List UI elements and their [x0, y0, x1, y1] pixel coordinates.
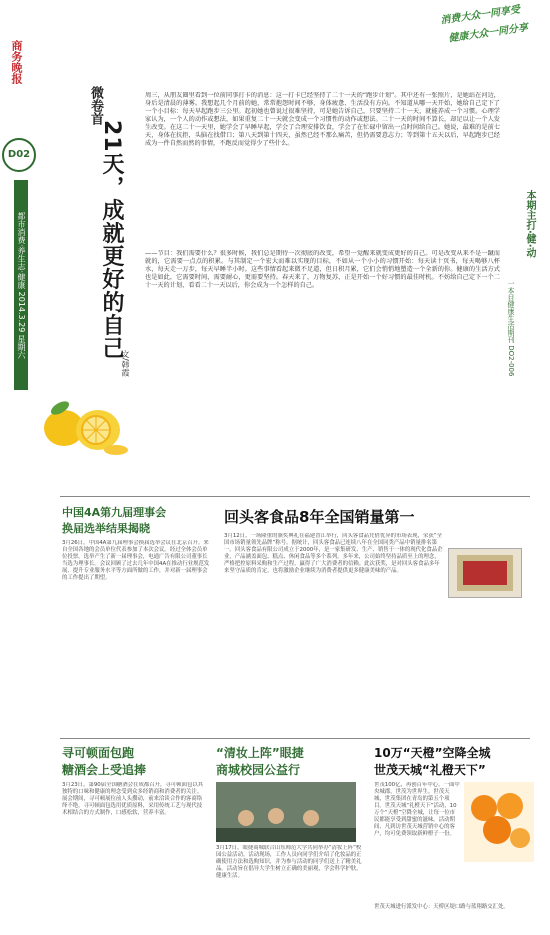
lemon-illustration: [36, 380, 136, 460]
article-bread: [62, 744, 207, 924]
right-tag-2: 一本目健康生活期刊 DO2-006: [507, 280, 515, 377]
article-campus: [216, 744, 366, 924]
article-oranges-title-1: 10万“天橙”空降全城: [374, 746, 491, 760]
slogan-top: 消费大众一同享受: [439, 4, 521, 27]
byline: 文/韩霞: [121, 350, 130, 377]
article-4a-title-1: 中国4A第九届理事会: [62, 506, 167, 519]
article-bread-body: 3月23日，第90届全国糖酒会在成都召开，寻可顿面包以其独特的口味和健康的理念受到众多经销商和消费者的关注。展会期间，寻可顿展位前人头攒动，前来洽谈合作的客商络绎不绝。寻可顿面包选用优质原料，采用传统工艺与现代技术相结合的方式制作，口感松软，营养丰富。: [62, 782, 204, 816]
oranges-caption: 世茂天城进行派发中心：天桥区堤口路与蓝翔路交汇处。: [374, 904, 509, 910]
oranges-photo: [464, 782, 534, 862]
section-label: D02: [7, 149, 31, 160]
campus-photo: [216, 782, 356, 842]
feature-body-2: ——节目：我们需要什么？很多时候，我们总是期待一次彻底的改变，希望一觉醒来就变成更好的自己。可是改变从来不是一蹴而就的，它需要一点点的积累。与其制定一个宏大而难以实现的目标，不如从一个小小的习惯开始：每天读十页书，每天喝够八杯水，每天走一万步，每天早睡半小时。这些事情看起来微不足道，但日积月累，它们会悄悄地塑造一个全新的你。健康的生活方式也是如此，它需要时间，需要耐心，更需要坚持。春天来了，万物复苏，正是开始一个好习惯的最佳时机。不妨给自己定下一个二十一天的计划，看看二十一天以后，你会成为一个怎样的自己。: [145, 250, 500, 289]
article-huitouke: [224, 506, 524, 734]
side-logo: 商务晚报: [10, 40, 23, 84]
left-section-strip: [14, 180, 28, 390]
feature-divider: [60, 496, 530, 497]
article-oranges: [374, 744, 534, 926]
article-bread-title-1: 寻可顿面包跑: [62, 746, 135, 760]
article-huitouke-body: 3月12日，一场隆重的颁奖典礼在福建晋江举行，回头客食品凭借优异的市场表现，荣获“全国市场销量领先品牌”称号。据统计，回头客食品已连续八年在全国同类产品中销量排名第一。回头客食品有限公司成立于2000年，是一家集研发、生产、销售于一体的现代化食品企业，产品涵盖面包、糕点、休闲食品等多个系列。多年来，公司始终坚持品质至上的理念，严格把控原料采购和生产过程，赢得了广大消费者的信赖。此次获奖，是对回头客食品多年来坚守品质的肯定，也将激励企业继续为消费者提供更多健康美味的产品。: [224, 533, 443, 574]
article-bread-title-2: 糖酒会上受追捧: [62, 763, 147, 777]
strip-text: 都市消费·养生志·健康 2014.3.29 星期六: [17, 211, 26, 359]
article-oranges-title-2: 世茂天城“礼橙天下”: [374, 763, 486, 777]
article-4a: [62, 504, 210, 734]
author-column: 微卷首: [88, 86, 103, 125]
article-campus-body: 3月17日，眼捷商城联合山东师范大学共同举办“清妆上阵”校园公益活动。活动现场，工作人员向同学们介绍了化妆品的正确使用方法和选购知识，并为参与活动的同学们送上了精美礼品。活动旨在倡导大学生树立正确的美丽观，学会科学护肤，健康生活。: [216, 845, 362, 879]
award-photo: [448, 548, 522, 598]
section-badge: [2, 138, 36, 172]
article-huitouke-title: 回头客食品8年全国销量第一: [224, 508, 415, 526]
article-campus-title-1: “清妆上阵”眼捷: [216, 746, 304, 760]
right-tag: 本期主打·健·动: [524, 190, 535, 258]
mid-divider: [60, 738, 530, 739]
article-oranges-body: 世茂100亿，再创百年中心。一面中央城郡，世茂为世界生。世茂天城，世茂集团在青岛的第五个项目。世茂天城“礼橙天下”活动，10万个“天橙”空降全城，让每一位市民都能享受到甜蜜的滋味。活动期间，凡到访世茂天城营销中心的客户，均可免费领取新鲜橙子一份。: [374, 782, 460, 837]
article-campus-title-2: 商城校园公益行: [216, 763, 301, 777]
article-4a-body: 3月26日，中国4A第九届理事会换届选举会议在北京召开。来自全国各地的会员单位代表参加了本次会议。经过全体会员单位投票，选举产生了新一届理事会，电通广告有限公司董事长当选为理事长。会议回顾了过去几年中国4A在推动行业规范发展、提升专业服务水平等方面所做的工作，并对新一届理事会的工作提出了期望。: [62, 540, 210, 581]
feature-body: 周三，从朋友圈里看到一位前同事打卡的消息：这一打卡已经坚持了二十一天的“跑步计划”。其中还有一张照片，是她站在河边，身后是清晨的薄雾。我想起几个月前的她，常常抱怨时间不够、身体疲惫、生活没有方向。不知道从哪一天开始，她给自己定下了一个小目标：每天早起跑步三公里。起初她也曾说过很难坚持，可是她告诉自己，只要坚持二十一天，就能养成一个习惯。心理学家认为，一个人的动作或想法，如果重复二十一天就会变成一个习惯性的动作或想法。二十一天的时间不算长，却足以让一个人发生改变。在这二十一天里，她学会了早睡早起，学会了合理安排饮食，学会了在忙碌中留出一点时间给自己。她说，最难的是前七天，身体在抗拒，头脑在找借口；第八天到第十四天，虽然已经不那么痛苦，但仍需要意志力；等到第十五天以后，早起跑步已经成为一件自然而然的事情，不跑反而觉得少了些什么。: [145, 92, 500, 147]
feature-title: 21天，成就更好的自己: [99, 120, 124, 360]
article-4a-title-2: 换届选举结果揭晓: [62, 522, 150, 535]
slogan-bottom: 健康大众一同分享: [447, 22, 529, 45]
